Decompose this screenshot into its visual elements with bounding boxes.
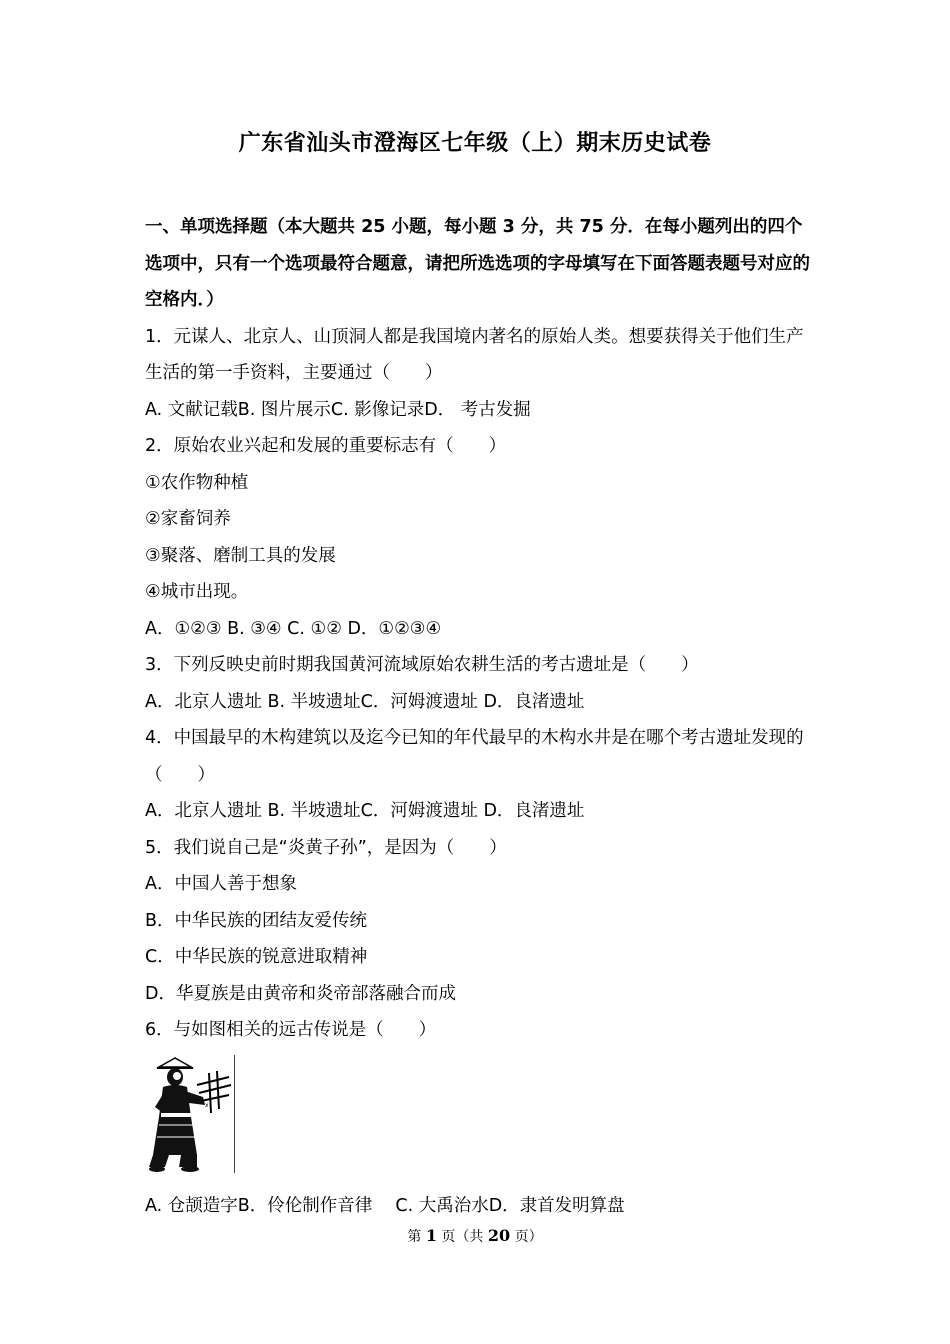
question-1-stem: 1．元谋人、北京人、山顶洞人都是我国境内著名的原始人类。想要获得关于他们生产生活的第一手资料，主要通过（ ） (145, 326, 804, 383)
exam-content (145, 209, 813, 1049)
svg-text:x: x (205, 1102, 209, 1109)
question-2-item: ③聚落、磨制工具的发展 (145, 545, 336, 566)
question-1-options: A. 文献记载B. 图片展示C. 影像记录D． 考古发掘 (145, 399, 531, 420)
page-footer (0, 1226, 950, 1246)
question-5-option: D．华夏族是由黄帝和炎帝部落融合而成 (145, 983, 456, 1004)
page-title: 广东省汕头市澄海区七年级（上）期末历史试卷 (238, 131, 712, 156)
question-5-option: C．中华民族的锐意进取精神 (145, 947, 368, 967)
question-4-options: A．北京人遗址 B. 半坡遗址C．河姆渡遗址 D．良渚遗址 (145, 801, 585, 821)
figure-border-line (234, 1055, 235, 1173)
question-2-item: ②家畜饲养 (145, 509, 231, 529)
section-heading: 一、单项选择题（本大题共 25 小题，每小题 3 分，共 75 分．在每小题列出的四个选项中，只有一个选项最符合题意，请把所选选项的字母填写在下面答题表题号对应的空格内．） (145, 217, 810, 310)
question-6-figure (145, 1055, 237, 1175)
question-4-stem: 4．中国最早的木构建筑以及迄今已知的年代最早的木构水井是在哪个考古遗址发现的（ ） (145, 728, 804, 785)
footer-middle: 页（共 (436, 1229, 488, 1245)
question-5-option: A．中国人善于想象 (145, 874, 297, 894)
question-6-stem: 6．与如图相关的远古传说是（ ） (145, 1020, 437, 1040)
question-2-item: ①农作物种植 (145, 472, 249, 493)
total-page-count: 20 (487, 1226, 511, 1245)
ancient-figure-illustration (145, 1055, 233, 1175)
question-5-stem: 5．我们说自己是“炎黄子孙”，是因为（ ） (145, 837, 507, 858)
question-6-options: A. 仓颉造字B．伶伦制作音律 C. 大禹治水D．隶首发明算盘 (145, 1196, 625, 1216)
question-2-item: ④城市出现。 (145, 582, 249, 602)
footer-suffix: 页） (510, 1229, 543, 1245)
footer-prefix: 第 (407, 1229, 426, 1245)
current-page-number: 1 (425, 1226, 437, 1245)
question-2-stem: 2．原始农业兴起和发展的重要标志有（ ） (145, 436, 507, 456)
question-2-options: A．①②③ B. ③④ C. ①② D．①②③④ (145, 618, 442, 639)
question-3-stem: 3．下列反映史前时期我国黄河流域原始农耕生活的考古遗址是（ ） (145, 655, 699, 675)
question-5-option: B．中华民族的团结友爱传统 (145, 910, 368, 931)
question-3-options: A．北京人遗址 B. 半坡遗址C．河姆渡遗址 D．良渚遗址 (145, 691, 585, 712)
